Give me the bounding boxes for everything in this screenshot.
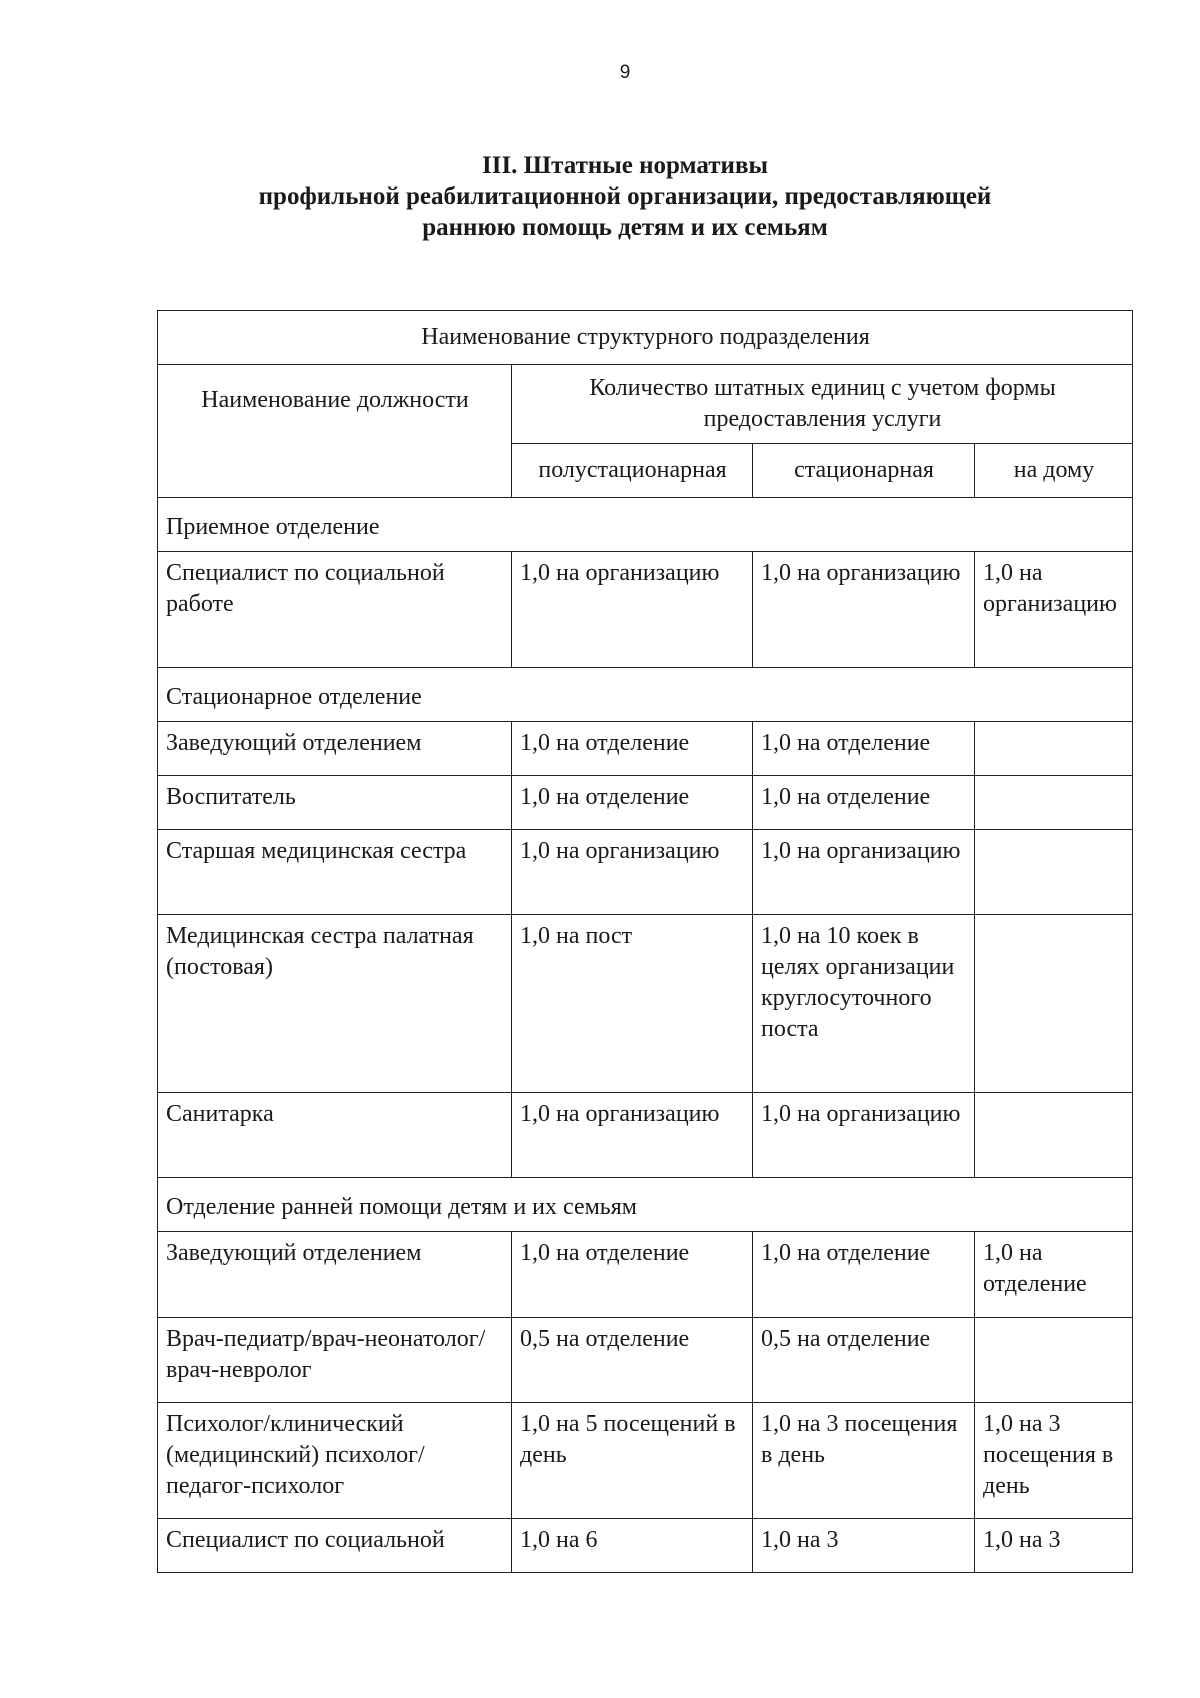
home-cell xyxy=(975,830,1133,915)
home-cell xyxy=(975,915,1133,1093)
semi-cell: 1,0 на отделение xyxy=(512,722,753,776)
semi-cell: 1,0 на 6 xyxy=(512,1519,753,1573)
table-row xyxy=(158,1232,1133,1318)
position-cell: Специалист по социальной xyxy=(158,1519,512,1573)
position-cell: Медицинская сестра палатная (постовая) xyxy=(158,915,512,1093)
header-form-stationary: стационарная xyxy=(753,444,975,498)
position-cell: Врач-педиатр/врач-неонатолог/врач-невролог xyxy=(158,1318,512,1403)
stationary-cell: 1,0 на отделение xyxy=(753,722,975,776)
semi-cell: 1,0 на организацию xyxy=(512,1093,753,1178)
section-row: Отделение ранней помощи детям и их семьям xyxy=(158,1178,1133,1232)
semi-cell: 1,0 на отделение xyxy=(512,776,753,830)
semi-cell: 1,0 на организацию xyxy=(512,552,753,668)
home-cell xyxy=(975,1093,1133,1178)
home-cell: 1,0 на отделение xyxy=(975,1232,1133,1318)
title-line-3: раннюю помощь детям и их семьям xyxy=(422,214,828,241)
table-row xyxy=(158,1318,1133,1403)
header-position-name: Наименование должности xyxy=(158,365,512,498)
home-cell xyxy=(975,776,1133,830)
table-row xyxy=(158,776,1133,830)
stationary-cell: 1,0 на 3 xyxy=(753,1519,975,1573)
position-cell: Старшая медицинская сестра xyxy=(158,830,512,915)
stationary-cell: 1,0 на отделение xyxy=(753,1232,975,1318)
semi-cell: 1,0 на отделение xyxy=(512,1232,753,1318)
home-cell xyxy=(975,722,1133,776)
semi-cell: 0,5 на отделение xyxy=(512,1318,753,1403)
table-row xyxy=(158,722,1133,776)
position-cell: Психолог/клинический (медицинский) психолог/педагог-психолог xyxy=(158,1403,512,1519)
position-cell: Заведующий отделением xyxy=(158,722,512,776)
title-line-1: III. Штатные нормативы xyxy=(482,152,768,179)
section-row: Приемное отделение xyxy=(158,498,1133,552)
semi-cell: 1,0 на 5 посещений в день xyxy=(512,1403,753,1519)
home-cell: 1,0 на 3 xyxy=(975,1519,1133,1573)
stationary-cell: 1,0 на 10 коек в целях организации круглосуточного поста xyxy=(753,915,975,1093)
table-row xyxy=(158,830,1133,915)
stationary-cell: 1,0 на организацию xyxy=(753,830,975,915)
position-cell: Заведующий отделением xyxy=(158,1232,512,1318)
stationary-cell: 1,0 на организацию xyxy=(753,552,975,668)
header-unit-name: Наименование структурного подразделения xyxy=(158,311,1133,365)
header-form-semi: полустационарная xyxy=(512,444,753,498)
header-quantity: Количество штатных единиц с учетом формы предоставления услуги xyxy=(512,365,1133,444)
semi-cell: 1,0 на пост xyxy=(512,915,753,1093)
stationary-cell: 1,0 на отделение xyxy=(753,776,975,830)
stationary-cell: 1,0 на организацию xyxy=(753,1093,975,1178)
section-title xyxy=(0,150,1200,243)
stationary-cell: 0,5 на отделение xyxy=(753,1318,975,1403)
table-row xyxy=(158,1403,1133,1519)
title-line-2: профильной реабилитационной организации, предоставляющей xyxy=(258,183,992,210)
semi-cell: 1,0 на организацию xyxy=(512,830,753,915)
page-number: 9 xyxy=(619,62,631,83)
section-row: Стационарное отделение xyxy=(158,668,1133,722)
staffing-table xyxy=(157,310,1133,1573)
position-cell: Воспитатель xyxy=(158,776,512,830)
stationary-cell: 1,0 на 3 посещения в день xyxy=(753,1403,975,1519)
home-cell xyxy=(975,1318,1133,1403)
home-cell: 1,0 на 3 посещения в день xyxy=(975,1403,1133,1519)
position-cell: Санитарка xyxy=(158,1093,512,1178)
home-cell: 1,0 на организацию xyxy=(975,552,1133,668)
table-row xyxy=(158,1519,1133,1573)
table-row xyxy=(158,915,1133,1093)
position-cell: Специалист по социальной работе xyxy=(158,552,512,668)
table-row xyxy=(158,552,1133,668)
table-row xyxy=(158,1093,1133,1178)
header-form-home: на дому xyxy=(975,444,1133,498)
